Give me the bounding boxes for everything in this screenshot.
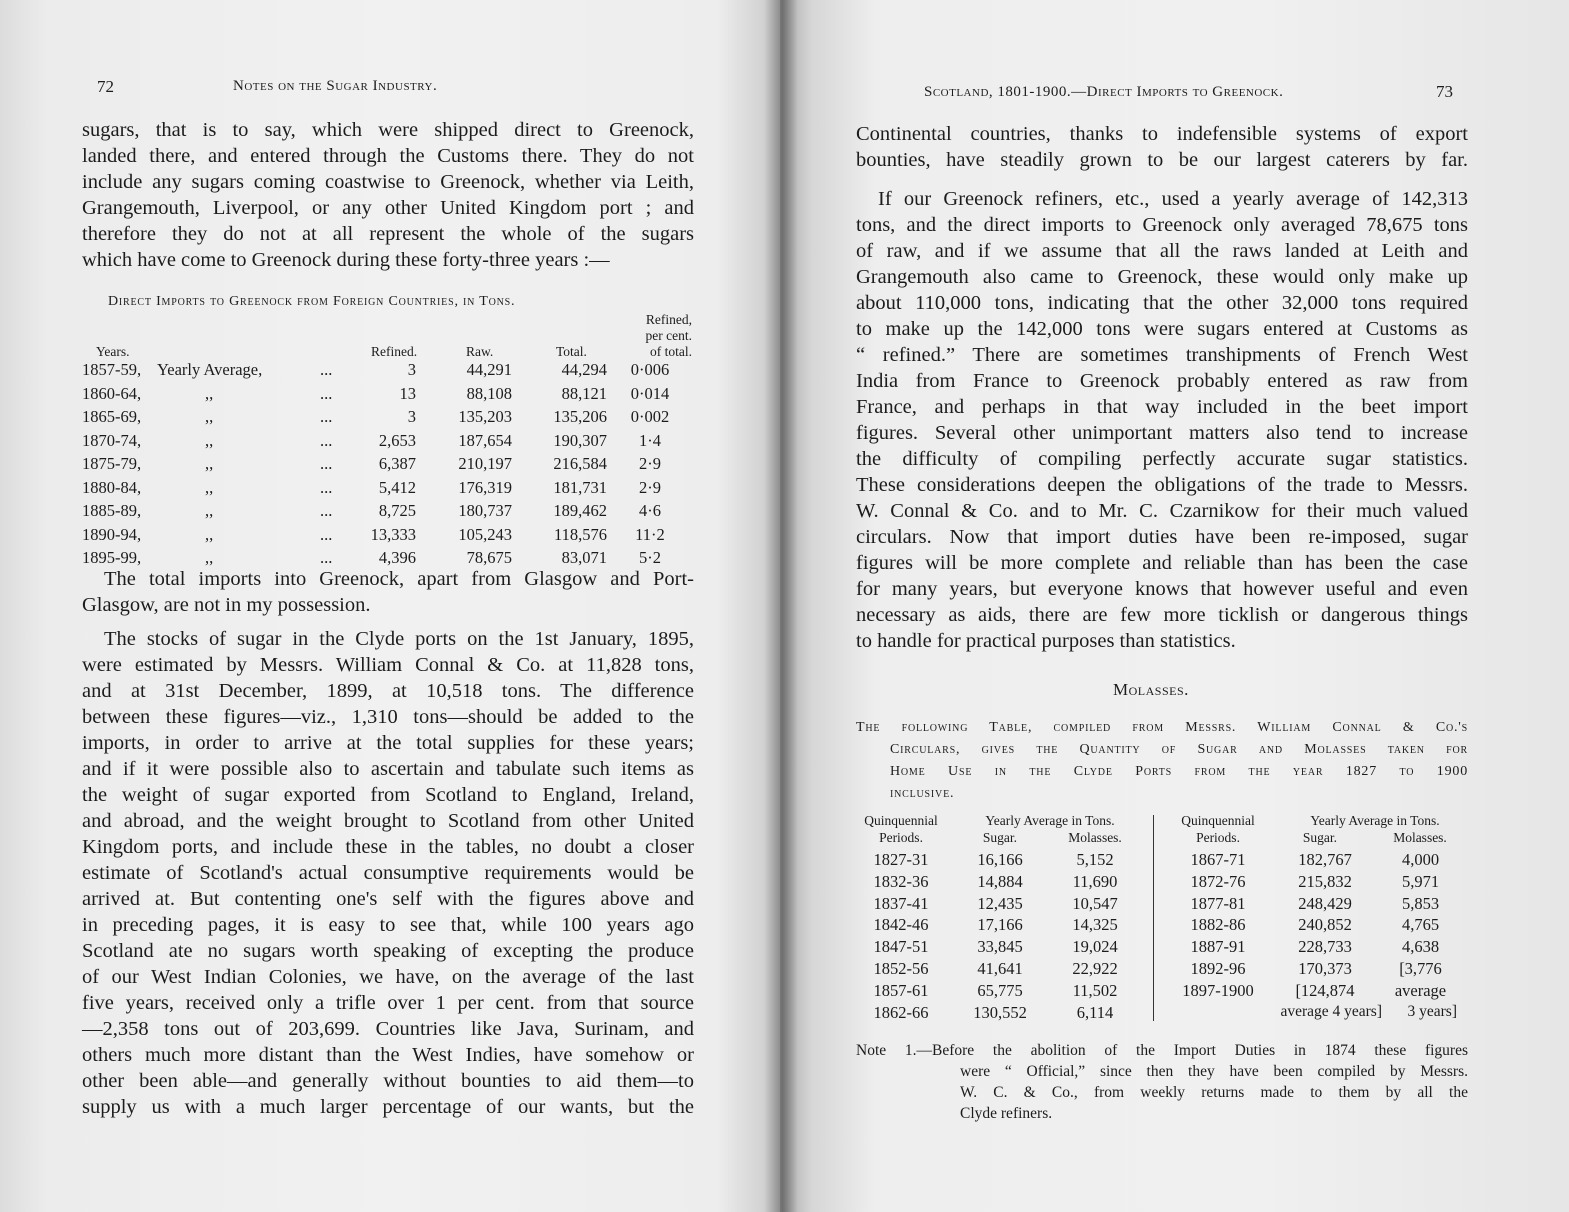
table-cell-sugar: 17,166 [977,915,1023,935]
table-cell-molasses: 10,547 [1072,893,1118,913]
table-cell-sugar: 41,641 [977,959,1023,978]
table-cell-desc: ,, [205,501,214,520]
table-cell-period: 1887-91 [1190,937,1246,957]
text-line: Grangemouth, Liverpool, or any other United Kingdom port ; and [82,197,694,219]
text-line: the difficulty of compiling perfectly accurate sugar statistics. [856,448,1468,470]
table-cell-raw: 105,243 [458,524,512,544]
text-line: India from France to Greenock probably entered as raw from [856,370,1468,392]
table-cell-total: 118,576 [553,524,607,544]
table1-header-total: Total. [556,344,587,359]
table-cell-refined: 4,396 [378,548,416,567]
table-cell-desc: ,, [205,430,214,450]
table-cell-sugar: 16,166 [977,850,1023,869]
table-cell-raw: 210,197 [458,454,512,473]
table-cell-desc: ,, [205,407,214,426]
table-cell-molasses: 6,114 [1076,1002,1114,1022]
t2-left-molasses-header: Molasses. [1068,830,1122,845]
table-cell-total: 181,731 [553,477,607,497]
text-line: and abroad, and the weight brought to Scotland from other United [82,810,694,832]
table-cell-pct: 4·6 [639,501,661,520]
text-line: to make up the 142,000 tons were sugars entered at Customs as [856,318,1468,340]
table1-header-pct-2: per cent. [645,328,692,343]
t2-right-sugar-header: Sugar. [1302,830,1338,845]
text-line: five years, received only a trifle over 1 per cent. from that source [82,992,694,1014]
table-cell-years: 1860-64, [82,383,142,403]
table-cell-molasses: 22,922 [1072,959,1118,978]
table-cell-period: 1852-56 [873,959,929,978]
text-line: others much more distant than the West Indies, have somehow or [82,1044,694,1066]
text-line: supply us with a much larger percentage of our wants, but the [82,1096,694,1118]
table-cell-molasses: 4,638 [1401,937,1440,957]
table-cell-years: 1865-69, [82,407,142,426]
table-cell-raw: 78,675 [466,548,512,567]
table-cell-dots: ... [320,524,333,544]
molasses-note [856,1040,1468,1124]
text-line: Kingdom ports, and include these in the tables, no doubt a closer [82,836,694,858]
table-cell-pct: 11·2 [635,524,665,544]
text-line: and at 31st December, 1899, at 10,518 tons. The difference [82,680,694,702]
text-line: of our West Indian Colonies, we have, on the average of the last [82,966,694,988]
table-cell-total: 135,206 [553,407,607,426]
right-running-head: Scotland, 1801-1900.—Direct Imports to Greenock. [924,84,1284,100]
left-paragraph-1 [82,117,694,273]
table-cell-dots: ... [320,360,333,379]
right-paragraph-2 [856,186,1468,654]
table-cell-sugar: 228,733 [1298,937,1352,957]
table-cell-molasses: 11,502 [1072,980,1118,1000]
table-cell-total: 83,071 [561,548,607,567]
table-cell-molasses: 4,000 [1401,850,1440,869]
table-cell-sugar: 170,373 [1298,959,1352,978]
table-cell-dots: ... [320,407,333,426]
table-cell-refined: 13 [399,383,416,403]
table-cell-dots: ... [320,383,333,403]
table-cell-sugar: 240,852 [1298,915,1352,935]
t2-right-extra-molasses: 3 years] [1407,1003,1457,1020]
text-line: Glasgow, are not in my possession. [82,594,371,616]
table-cell-sugar: 248,429 [1298,893,1352,913]
table-cell-molasses: average [1394,980,1447,1000]
table-cell-total: 216,584 [553,454,607,473]
table-cell-sugar: 12,435 [977,893,1023,913]
t2-left-period-header-2: Periods. [879,830,923,845]
text-line: Grangemouth also came to Greenock, these would only make up [856,266,1468,288]
table-cell-refined: 3 [407,360,416,379]
table-cell-molasses: 11,690 [1072,871,1118,891]
text-line: about 110,000 tons, indicating that the other 32,000 tons required [856,292,1468,314]
table-cell-sugar: 65,775 [977,980,1023,1000]
text-line: bounties, have steadily grown to be our largest caterers by far. [856,149,1468,171]
table-cell-raw: 88,108 [466,383,512,403]
text-line: sugars, that is to say, which were shipped direct to Greenock, [82,119,694,141]
text-line: therefore they do not at all represent the whole of the sugars [82,223,694,245]
text-line: France, and perhaps in that way included in the beet import [856,396,1468,418]
text-line: Continental countries, thanks to indefensible systems of export [856,123,1468,145]
left-paragraph-3 [82,626,694,1120]
text-line: were “ Official,” since then they have been compiled by Messrs. [960,1063,1468,1080]
table-cell-pct: 0·002 [630,407,670,426]
text-line: Note 1.—Before the abolition of the Import Duties in 1874 these figures [856,1042,1468,1059]
table-cell-period: 1857-61 [873,980,929,1000]
t2-right-period-header-2: Periods. [1196,830,1240,845]
text-line: If our Greenock refiners, etc., used a yearly average of 142,313 [878,188,1468,210]
table-cell-years: 1880-84, [82,477,142,497]
table-cell-period: 1882-86 [1190,915,1246,935]
table-cell-period: 1837-41 [873,893,929,913]
table-cell-total: 88,121 [561,383,607,403]
table-cell-raw: 44,291 [466,360,512,379]
table-cell-total: 189,462 [553,501,607,520]
text-line: the weight of sugar exported from Scotland to England, Ireland, [82,784,694,806]
text-line: for many years, but everyone knows that however useful and even [856,578,1468,600]
t2-divider [1153,815,1154,1021]
table-cell-period: 1842-46 [873,915,929,935]
table-cell-period: 1877-81 [1190,893,1246,913]
table-cell-desc: ,, [205,477,214,497]
table-cell-pct: 0·014 [630,383,670,403]
table-cell-total: 190,307 [553,430,607,450]
table-cell-desc: ,, [205,548,214,567]
text-line: The following Table, compiled from Messrs. William Connal & Co.'s [856,720,1468,735]
table-cell-sugar: [124,874 [1295,980,1355,1000]
table-cell-refined: 13,333 [370,524,416,544]
table-cell-refined: 5,412 [378,477,416,497]
table-cell-pct: 5·2 [639,548,661,567]
text-line: imports, in order to arrive at the total supplies for these years; [82,732,694,754]
table-cell-pct: 1·4 [639,430,661,450]
book-gutter [764,0,798,1212]
table-cell-dots: ... [320,548,333,567]
left-page [0,0,780,1212]
text-line: inclusive. [890,786,955,801]
table1-caption: Direct Imports to Greenock from Foreign Countries, in Tons. [108,294,516,309]
text-line: arrived at. But contenting one's self with the figures above and [82,888,694,910]
text-line: The total imports into Greenock, apart from Glasgow and Port- [104,568,694,590]
table-cell-dots: ... [320,501,333,520]
table-cell-period: 1897-1900 [1182,980,1254,1000]
table-cell-total: 44,294 [561,360,607,379]
table-cell-raw: 135,203 [458,407,512,426]
table1-header-pct-1: Refined, [645,312,692,327]
table-cell-refined: 2,653 [378,430,416,450]
text-line: include any sugars coming coastwise to Greenock, whether via Leith, [82,171,694,193]
t2-left-sugar-header: Sugar. [982,830,1018,845]
text-line: figures. Several other unimportant matters also tend to increase [856,422,1468,444]
table-cell-sugar: 182,767 [1298,850,1352,869]
table-cell-pct: 0·006 [630,360,670,379]
text-line: to handle for practical purposes than statistics. [856,630,1236,652]
table-cell-sugar: 215,832 [1298,871,1352,891]
table-cell-raw: 176,319 [458,477,512,497]
t2-right-avg-header: Yearly Average in Tons. [1310,813,1440,828]
text-line: in preceding pages, it is easy to see that, while 100 years ago [82,914,694,936]
left-page-number: 72 [97,77,114,96]
t2-right-period-header-1: Quinquennial [1181,813,1255,828]
table-cell-period: 1867-71 [1190,850,1246,869]
table-cell-years: 1870-74, [82,430,142,450]
text-line: were estimated by Messrs. William Connal & Co. at 11,828 tons, [82,654,694,676]
text-line: Scotland ate no sugars worth speaking of excepting the produce [82,940,694,962]
table-cell-molasses: 5,152 [1076,850,1114,869]
right-page [780,0,1569,1212]
left-running-head: Notes on the Sugar Industry. [233,78,438,94]
table-cell-sugar: 130,552 [973,1002,1027,1022]
table1-header-raw: Raw. [466,344,494,359]
table-cell-years: 1875-79, [82,454,142,473]
left-paragraph-2 [82,566,694,618]
table-cell-desc: ,, [205,454,214,473]
table-cell-refined: 6,387 [378,454,416,473]
text-line: “ refined.” There are sometimes transhipments of French West [856,344,1468,366]
table-cell-years: 1857-59, [82,360,142,379]
table-cell-years: 1895-99, [82,548,142,567]
table1-header-pct-3: of total. [650,344,692,359]
text-line: These considerations deepen the obligations of the trade to Messrs. [856,474,1468,496]
text-line: necessary as aids, there are few more ticklish or dangerous things [856,604,1468,626]
text-line: W. C. & Co., from weekly returns made to them by all the [960,1084,1468,1101]
t2-right-molasses-header: Molasses. [1393,830,1447,845]
table1-header-years: Years. [96,344,130,359]
text-line: circulars. Now that import duties have been re-imposed, sugar [856,526,1468,548]
table-cell-period: 1872-76 [1190,871,1246,891]
table-cell-molasses: 4,765 [1401,915,1440,935]
table-cell-molasses: 5,971 [1401,871,1440,891]
table-cell-raw: 180,737 [458,501,512,520]
table-cell-period: 1827-31 [873,850,929,869]
text-line: Home Use in the Clyde Ports from the year 1827 to 1900 [890,764,1468,779]
text-line: of raw, and if we assume that all the raws landed at Leith and [856,240,1468,262]
table-cell-dots: ... [320,454,333,473]
table-cell-desc: ,, [205,383,214,403]
table-cell-years: 1885-89, [82,501,142,520]
text-line: and if it were possible also to ascertain and tabulate such items as [82,758,694,780]
table-cell-desc: Yearly Average, [157,360,263,379]
table-cell-desc: ,, [205,524,214,544]
table-cell-refined: 8,725 [378,501,416,520]
text-line: figures will be more complete and reliable than has been the case [856,552,1468,574]
table-cell-dots: ... [320,477,333,497]
text-line: other been able—and generally without bounties to aid them—to [82,1070,694,1092]
table-cell-period: 1847-51 [873,937,929,957]
table-cell-dots: ... [320,430,333,450]
text-line: W. Connal & Co. and to Mr. C. Czarnikow for their much valued [856,500,1468,522]
text-line: landed there, and entered through the Customs there. They do not [82,145,694,167]
table-cell-pct: 2·9 [639,477,661,497]
table-cell-period: 1892-96 [1190,959,1246,978]
table-cell-pct: 2·9 [639,454,661,473]
table-cell-years: 1890-94, [82,524,142,544]
table-cell-molasses: 14,325 [1072,915,1118,935]
text-line: between these figures—viz., 1,310 tons—should be added to the [82,706,694,728]
table1-header-refined: Refined. [371,344,418,359]
text-line: Circulars, gives the Quantity of Sugar and Molasses taken for [890,742,1468,757]
text-line: tons, and the direct imports to Greenock only averaged 78,675 tons [856,214,1468,236]
table-cell-molasses: [3,776 [1399,959,1442,978]
table-cell-raw: 187,654 [458,430,512,450]
molasses-table-caption [856,717,1468,805]
text-line: The stocks of sugar in the Clyde ports on the 1st January, 1895, [104,628,694,650]
right-paragraph-1 [856,121,1468,173]
molasses-heading: Molasses. [1113,680,1189,699]
text-line: which have come to Greenock during these forty-three years :— [82,249,610,271]
table-cell-molasses: 5,853 [1401,893,1440,913]
table-cell-period: 1862-66 [873,1002,929,1022]
table-cell-sugar: 33,845 [977,937,1023,957]
text-line: —2,358 tons out of 203,699. Countries like Java, Surinam, and [82,1018,694,1040]
t2-left-period-header-1: Quinquennial [864,813,938,828]
right-page-number: 73 [1436,82,1453,101]
t2-right-extra-sugar: average 4 years] [1280,1003,1382,1020]
text-line: estimate of Scotland's actual consumptive requirements would be [82,862,694,884]
t2-left-avg-header: Yearly Average in Tons. [985,813,1115,828]
table-cell-period: 1832-36 [873,871,929,891]
table-cell-refined: 3 [407,407,416,426]
table-cell-sugar: 14,884 [977,871,1023,891]
table-cell-molasses: 19,024 [1072,937,1118,957]
text-line: Clyde refiners. [960,1105,1053,1122]
